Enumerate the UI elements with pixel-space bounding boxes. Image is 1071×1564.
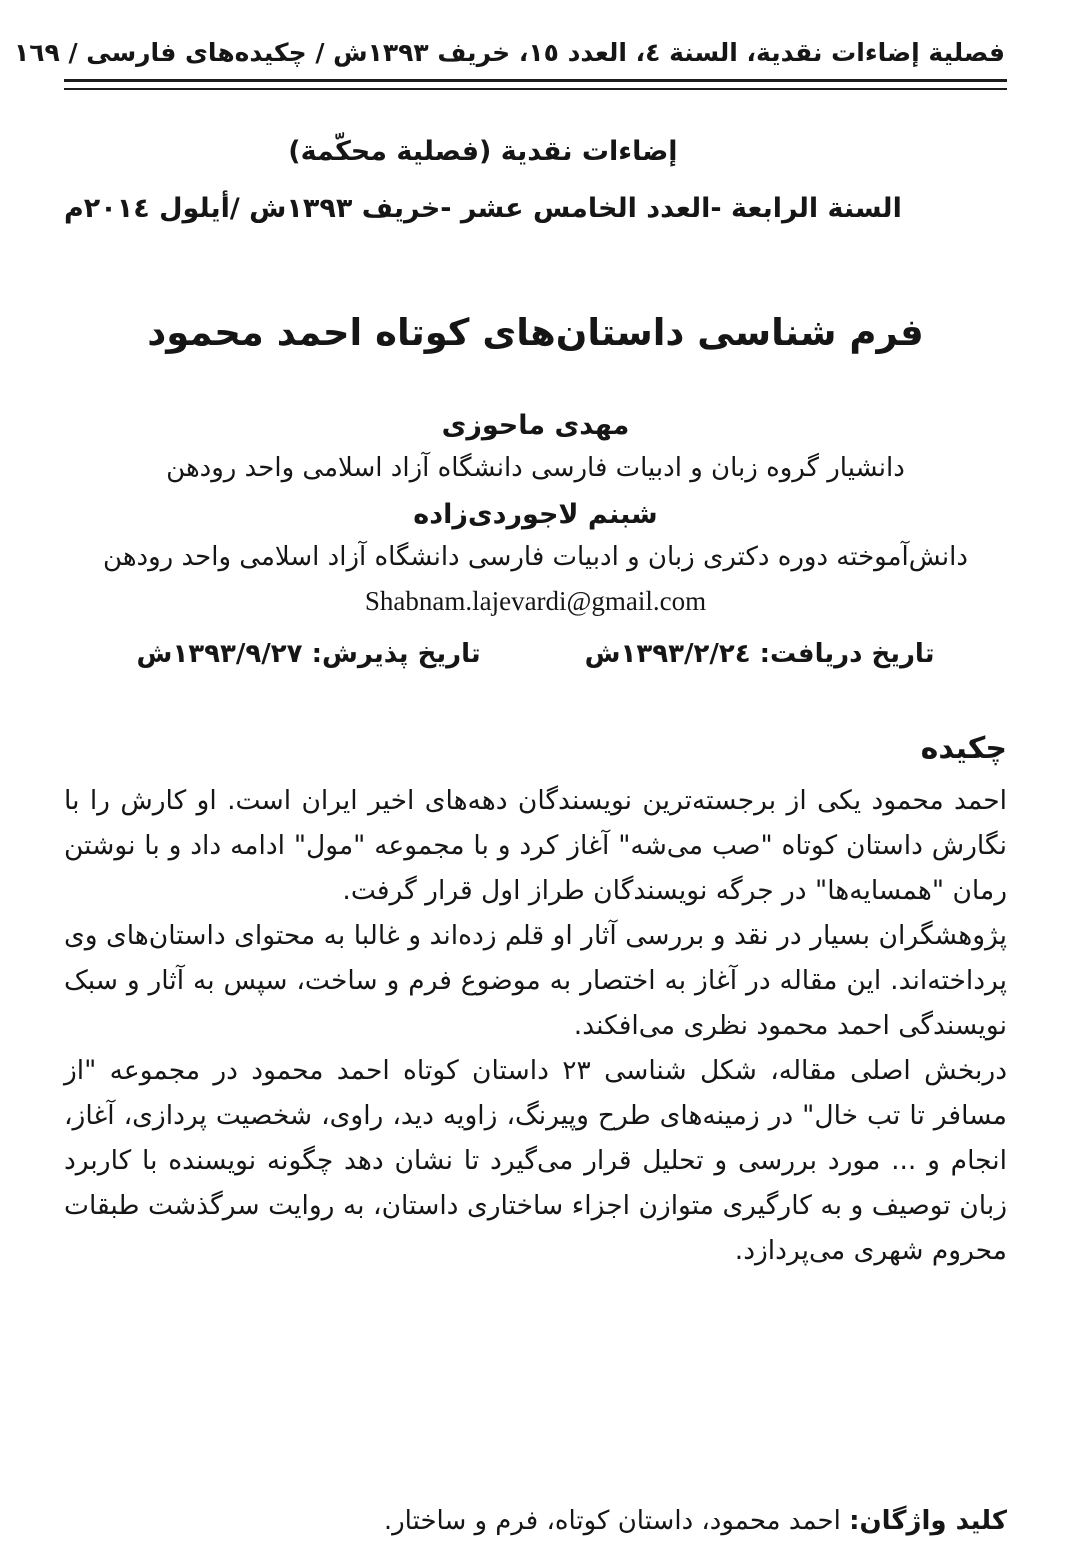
abstract-paragraph-1: احمد محمود یکی از برجسته‌ترین نویسندگان دهه‌های اخیر ایران است. او کارش را با نگارش داستان کوتاه "صب می‌شه" آغاز کرد و با مجموعه "مول" ادامه داد و با نوشتن رمان "همسایه‌ها" در جرگه نویسندگان طراز اول قرار گرفت. bbox=[64, 785, 1007, 907]
keywords-label: کلید واژگان: bbox=[849, 1506, 1007, 1536]
running-head: فصلية إضاءات نقدية، السنة ٤، العدد ١٥، خريف ١٣٩٣ش / چکیده‌های فارسی / ١٦٩ bbox=[13, 38, 1005, 67]
journal-name-line: إضاءات نقدية (فصلية محكّمة) bbox=[288, 136, 678, 167]
abstract-paragraph-3: دربخش اصلی مقاله، شکل شناسی ٢٣ داستان کوتاه احمد محمود در مجموعه "از مسافر تا تب خال" در زمینه‌های طرح وپیرنگ، زاویه دید، راوی، شخصیت پردازی، آغاز، انجام و ... مورد بررسی و تحلیل قرار می‌گیرد تا نشان دهد چگونه نویسنده با کاربرد زبان توصیف و به کارگیری متوازن اجزاء ساختاری داستان، به روایت سرگذشت طبقات محروم شهری می‌پردازد. bbox=[64, 1055, 1007, 1267]
accepted-date: تاریخ پذیرش: ١٣٩٣/٩/٢٧ش bbox=[136, 639, 481, 670]
journal-issue-line: السنة الرابعة -العدد الخامس عشر -خريف ١٣٩٣ش /أيلول ٢٠١٤م bbox=[64, 192, 902, 224]
keywords-line bbox=[64, 1506, 1007, 1536]
dates-row bbox=[64, 639, 1007, 669]
abstract-paragraph-2: پژوهشگران بسیار در نقد و بررسی آثار او قلم زده‌اند و غالبا به محتوای داستان‌های وی پرداخته‌اند. این مقاله در آغاز به اختصار به موضوع فرم و ساخت، سپس به آثار و سبک نویسندگی احمد محمود نظری می‌افکند. bbox=[64, 920, 1007, 1042]
author-name-1: مهدی ماحوزی bbox=[441, 410, 630, 442]
author-name-2: شبنم لاجوردی‌زاده bbox=[413, 499, 658, 531]
authors-block bbox=[64, 410, 1007, 669]
author-email: Shabnam.lajevardi@gmail.com bbox=[364, 586, 707, 617]
author-affiliation-1: دانشیار گروه زبان و ادبیات فارسی دانشگاه آزاد اسلامی واحد رودهن bbox=[166, 453, 905, 484]
abstract-section bbox=[64, 731, 1007, 1273]
received-date: تاریخ دریافت: ١٣٩٣/٢/٢٤ش bbox=[584, 639, 935, 670]
journal-info-inner bbox=[64, 124, 902, 237]
abstract-heading: چکیده bbox=[920, 731, 1007, 767]
paper-page bbox=[13, 38, 1007, 1536]
keywords-text: احمد محمود، داستان کوتاه، فرم و ساختار. bbox=[383, 1506, 850, 1536]
header-rule-thick bbox=[64, 79, 1007, 82]
journal-info-block bbox=[64, 124, 1007, 237]
author-affiliation-2: دانش‌آموخته دوره دکتری زبان و ادبیات فارسی دانشگاه آزاد اسلامی واحد رودهن bbox=[103, 542, 968, 573]
page-header bbox=[13, 38, 1007, 90]
article-title: فرم شناسی داستان‌های کوتاه احمد محمود bbox=[147, 311, 924, 355]
header-rule-thin bbox=[64, 88, 1007, 90]
